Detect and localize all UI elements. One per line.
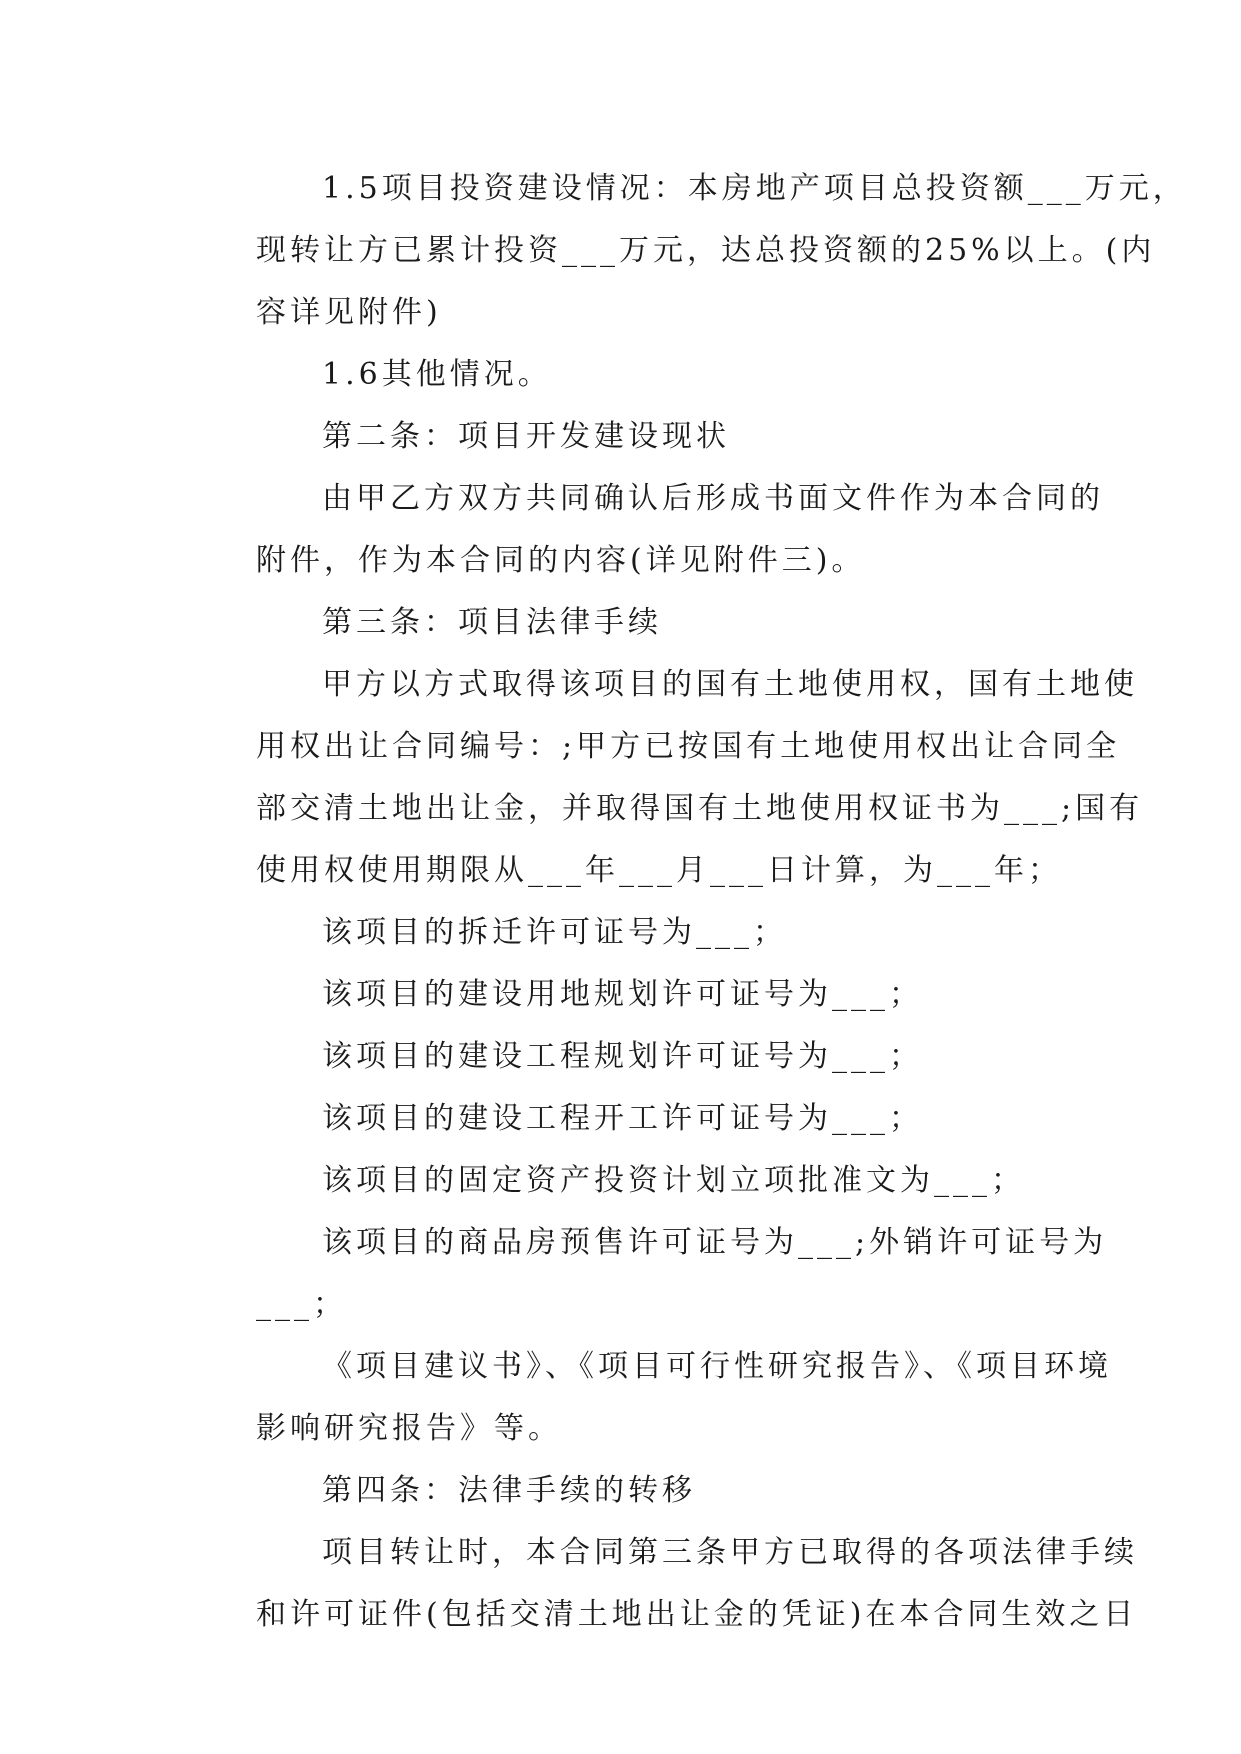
text-line: 该项目的固定资产投资计划立项批准文为___； <box>322 1163 1025 1198</box>
paragraph-1-6-other <box>190 344 1070 406</box>
paragraph-land-use-rights <box>190 654 1144 902</box>
text-line: 该项目的拆迁许可证号为___； <box>322 915 787 950</box>
text-line: 该项目的商品房预售许可证号为___;外销许可证号为 <box>322 1225 1108 1260</box>
heading-article-3 <box>190 592 1070 654</box>
paragraph-demolition-permit <box>190 902 1070 964</box>
paragraph-project-reports <box>190 1336 1112 1460</box>
text-line: 1.5项目投资建设情况：本房地产项目总投资额___万元， <box>322 171 1187 206</box>
text-line: 项目转让时，本合同第三条甲方已取得的各项法律手续 <box>322 1535 1138 1570</box>
paragraph-article-2-body <box>190 468 1104 592</box>
text-line: 和许可证件(包括交清土地出让金的凭证)在本合同生效之日 <box>256 1597 1138 1632</box>
paragraph-presale-permit <box>190 1212 1108 1336</box>
text-line: ___； <box>256 1287 347 1322</box>
text-line: 使用权使用期限从___年___月___日计算，为___年； <box>256 853 1062 888</box>
text-line: 由甲乙方双方共同确认后形成书面文件作为本合同的 <box>322 481 1104 516</box>
text-line: 第四条：法律手续的转移 <box>322 1473 696 1508</box>
text-line: 影响研究报告》等。 <box>256 1411 562 1446</box>
paragraph-land-planning-permit <box>190 964 1070 1026</box>
text-line: 1.6其他情况。 <box>322 357 552 392</box>
text-line: 部交清土地出让金，并取得国有土地使用权证书为___;国有 <box>256 791 1144 826</box>
text-line: 容详见附件) <box>256 295 442 330</box>
text-line: 附件，作为本合同的内容(详见附件三)。 <box>256 543 866 578</box>
paragraph-fixed-asset-approval <box>190 1150 1070 1212</box>
text-line: 该项目的建设用地规划许可证号为___； <box>322 977 923 1012</box>
text-line: 该项目的建设工程开工许可证号为___； <box>322 1101 923 1136</box>
heading-article-2 <box>190 406 1070 468</box>
paragraph-1-5-investment <box>190 158 1187 344</box>
paragraph-construction-start-permit <box>190 1088 1070 1150</box>
text-line: 用权出让合同编号：;甲方已按国有土地使用权出让合同全 <box>256 729 1121 764</box>
text-line: 现转让方已累计投资___万元，达总投资额的25%以上。(内 <box>256 233 1156 268</box>
heading-article-4 <box>190 1460 1070 1522</box>
paragraph-construction-planning-permit <box>190 1026 1070 1088</box>
paragraph-transfer-of-procedures <box>190 1522 1138 1646</box>
text-line: 第三条：项目法律手续 <box>322 605 662 640</box>
text-line: 该项目的建设工程规划许可证号为___； <box>322 1039 923 1074</box>
document-body <box>190 158 1187 1646</box>
text-line: 第二条：项目开发建设现状 <box>322 419 730 454</box>
text-line: 甲方以方式取得该项目的国有土地使用权，国有土地使 <box>322 667 1138 702</box>
text-line: 《项目建议书》、《项目可行性研究报告》、《项目环境 <box>322 1349 1112 1384</box>
